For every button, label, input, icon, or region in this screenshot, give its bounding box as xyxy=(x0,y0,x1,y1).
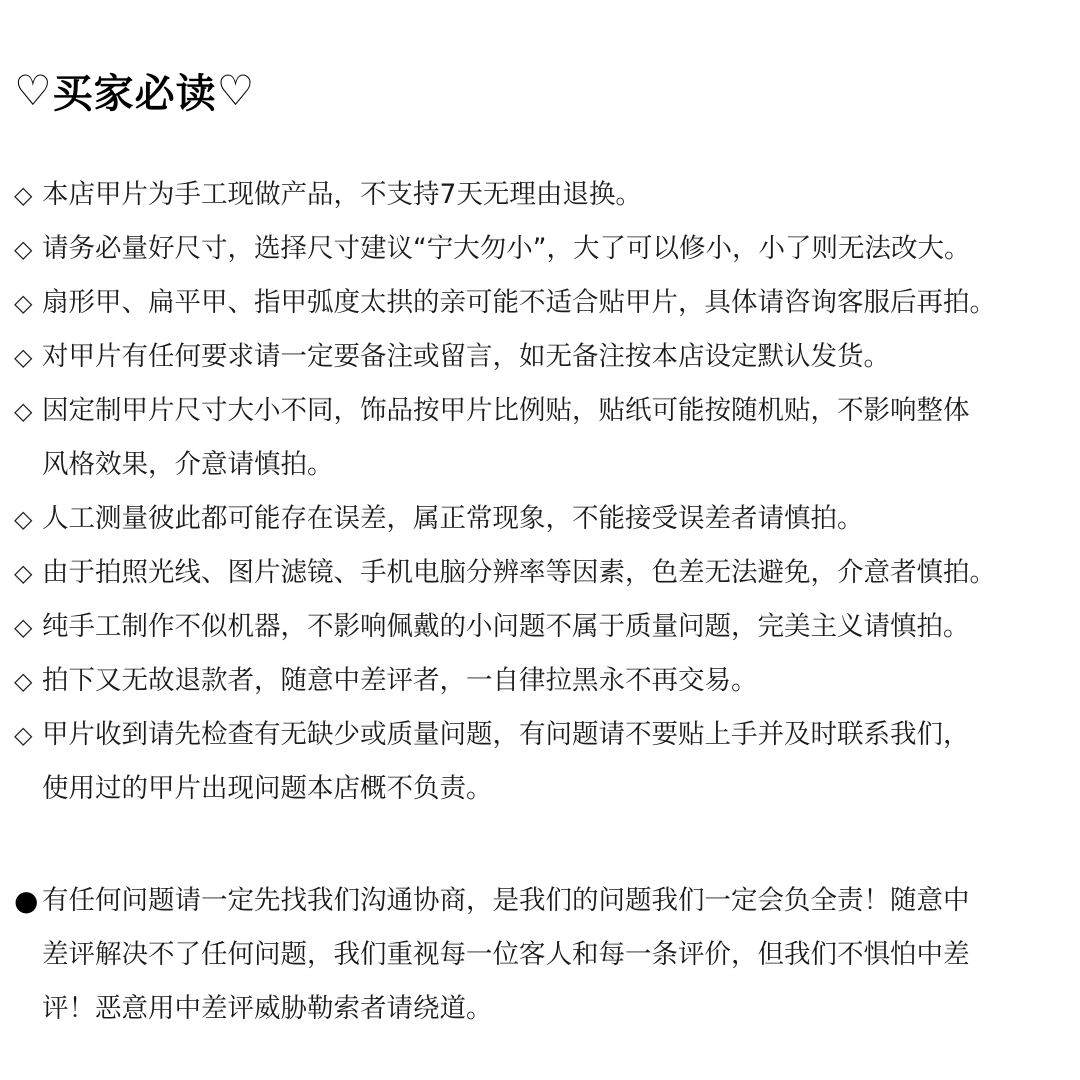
diamond-bullet-icon: ◇ xyxy=(14,343,33,371)
rule-item xyxy=(14,600,1080,654)
rule-text: 纯手工制作不似机器，不影响佩戴的小问题不属于质量问题，完美主义请慎拍。 xyxy=(42,611,970,642)
rule-item xyxy=(14,276,1080,330)
rule-item xyxy=(14,708,1080,816)
rule-text: 扇形甲、扁平甲、指甲弧度太拱的亲可能不适合贴甲片，具体请咨询客服后再拍。 xyxy=(42,287,996,318)
rule-item xyxy=(14,168,1080,222)
important-notice xyxy=(14,874,1080,1036)
rule-item xyxy=(14,330,1080,384)
heart-right-icon: ♡ xyxy=(216,65,256,115)
rule-item xyxy=(14,492,1080,546)
page-title-text: 买家必读 xyxy=(52,70,217,117)
heart-left-icon: ♡ xyxy=(14,65,53,115)
notice-line: 差评解决不了任何问题，我们重视每一位客人和每一条评价，但我们不惧怕中差 xyxy=(42,939,970,970)
diamond-bullet-icon: ◇ xyxy=(14,667,33,695)
rule-item xyxy=(14,654,1080,708)
rule-item xyxy=(14,546,1080,600)
rule-text: 甲片收到请先检查有无缺少或质量问题，有问题请不要贴上手并及时联系我们， xyxy=(42,719,970,750)
rule-text: 请务必量好尺寸，选择尺寸建议“宁大勿小”，大了可以修小，小了则无法改大。 xyxy=(42,233,971,264)
rules-list xyxy=(14,168,1080,816)
diamond-bullet-icon: ◇ xyxy=(14,613,33,641)
notice-line: 评！恶意用中差评威胁勒索者请绕道。 xyxy=(42,993,493,1024)
rule-item xyxy=(14,222,1080,276)
diamond-bullet-icon: ◇ xyxy=(14,721,33,749)
diamond-bullet-icon: ◇ xyxy=(14,397,33,425)
diamond-bullet-icon: ◇ xyxy=(14,235,33,263)
diamond-bullet-icon: ◇ xyxy=(14,505,33,533)
diamond-bullet-icon: ◇ xyxy=(14,289,33,317)
rule-text: 因定制甲片尺寸大小不同，饰品按甲片比例贴，贴纸可能按随机贴，不影响整体 xyxy=(42,395,970,426)
notice-line: 有任何问题请一定先找我们沟通协商，是我们的问题我们一定会负全责！随意中 xyxy=(42,885,970,916)
page-title xyxy=(14,60,255,120)
rule-text: 本店甲片为手工现做产品，不支持7天无理由退换。 xyxy=(42,179,642,210)
rule-item xyxy=(14,384,1080,492)
rule-text-continued: 风格效果，介意请慎拍。 xyxy=(42,449,334,480)
filled-dot-icon: ● xyxy=(14,884,39,917)
rule-text: 对甲片有任何要求请一定要备注或留言，如无备注按本店设定默认发货。 xyxy=(42,341,890,372)
diamond-bullet-icon: ◇ xyxy=(14,181,33,209)
diamond-bullet-icon: ◇ xyxy=(14,559,33,587)
rule-text: 拍下又无故退款者，随意中差评者，一自律拉黑永不再交易。 xyxy=(42,665,758,696)
rule-text: 人工测量彼此都可能存在误差，属正常现象，不能接受误差者请慎拍。 xyxy=(42,503,864,534)
rule-text-continued: 使用过的甲片出现问题本店概不负责。 xyxy=(42,773,493,804)
rule-text: 由于拍照光线、图片滤镜、手机电脑分辨率等因素，色差无法避免，介意者慎拍。 xyxy=(42,557,996,588)
